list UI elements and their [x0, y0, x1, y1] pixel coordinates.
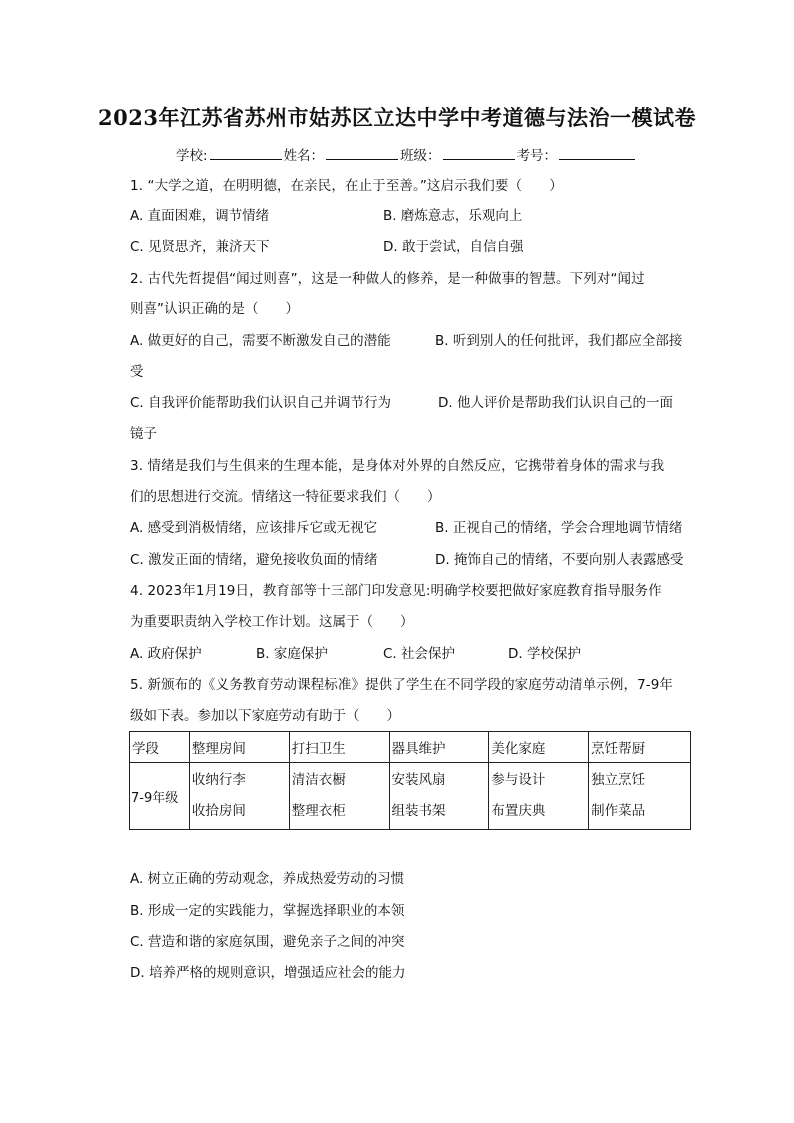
table-header-cell: 美化家庭: [489, 732, 589, 763]
table-cell-line: 安装风扇: [391, 772, 446, 788]
name-blank[interactable]: [326, 147, 398, 160]
table-cell-line: 清洁衣橱: [291, 772, 346, 788]
school-label: 学校:: [176, 148, 208, 164]
q3-option-b[interactable]: B. 正视自己的情绪，学会合理地调节情绪: [435, 520, 683, 536]
table-cell-line: 参与设计: [491, 772, 546, 788]
table-cell-line: 收拾房间: [191, 803, 246, 819]
question-5-stem-line-1: 5. 新颁布的《义务教育劳动课程标准》提供了学生在不同学段的家庭劳动清单示例，7-9年: [130, 677, 674, 693]
q3-option-a[interactable]: A. 感受到消极情绪，应该排斥它或无视它: [130, 520, 378, 536]
exam-no-label: 考号：: [516, 148, 558, 164]
q1-option-a[interactable]: A. 直面困难，调节情绪: [130, 208, 270, 224]
table-cell-line: 收纳行李: [191, 772, 246, 788]
q2-option-d[interactable]: D. 他人评价是帮助我们认识自己的一面: [438, 395, 673, 411]
question-4-stem-line-2: 为重要职责纳入学校工作计划。这属于（ ）: [130, 614, 414, 630]
table-cell-line: 制作菜品: [591, 803, 646, 819]
table-header-cell: 器具维护: [389, 732, 489, 763]
q4-option-b[interactable]: B. 家庭保护: [256, 646, 328, 662]
q3-option-d[interactable]: D. 掩饰自己的情绪，不要向别人表露感受: [435, 552, 684, 568]
question-2-stem-line-2: 则喜”认识正确的是（ ）: [130, 301, 299, 317]
table-header-row: [130, 732, 691, 763]
q4-option-c[interactable]: C. 社会保护: [383, 646, 456, 662]
table-cell: [189, 763, 289, 830]
table-header-cell: 打扫卫生: [289, 732, 389, 763]
table-cell-line: 组装书架: [391, 803, 446, 819]
q5-option-a[interactable]: A. 树立正确的劳动观念，养成热爱劳动的习惯: [130, 871, 405, 887]
q4-option-a[interactable]: A. 政府保护: [130, 646, 202, 662]
q1-option-c[interactable]: C. 见贤思齐，兼济天下: [130, 239, 270, 255]
class-label: 班级：: [400, 148, 441, 164]
exam-no-blank[interactable]: [559, 147, 635, 160]
class-blank[interactable]: [443, 147, 515, 160]
q5-option-c[interactable]: C. 营造和谐的家庭氛围，避免亲子之间的冲突: [130, 934, 405, 950]
school-blank[interactable]: [210, 147, 282, 160]
q2-option-b[interactable]: B. 听到别人的任何批评，我们都应全部接: [435, 333, 683, 349]
q2-option-c[interactable]: C. 自我评价能帮助我们认识自己并调节行为: [130, 395, 392, 411]
name-label: 姓名：: [283, 148, 325, 164]
q5-option-b[interactable]: B. 形成一定的实践能力，掌握选择职业的本领: [130, 903, 405, 919]
table-cell-line: 布置庆典: [491, 803, 546, 819]
q2-option-b-wrap: 受: [130, 364, 144, 380]
table-header-cell: 整理房间: [189, 732, 289, 763]
table-stage-cell: 7-9年级: [130, 763, 190, 830]
table-cell: [589, 763, 691, 830]
question-2-stem-line-1: 2. 古代先哲提倡“闻过则喜”，这是一种做人的修养，是一种做事的智慧。下列对“闻过: [130, 271, 645, 287]
labor-list-table: [129, 731, 691, 830]
table-cell: [289, 763, 389, 830]
table-row: [130, 763, 691, 830]
question-4-stem-line-1: 4. 2023年1月19日，教育部等十三部门印发意见:明确学校要把做好家庭教育指导服务作: [130, 583, 662, 599]
q1-option-b[interactable]: B. 磨炼意志，乐观向上: [383, 208, 523, 224]
table-cell: [389, 763, 489, 830]
question-3-stem-line-1: 3. 情绪是我们与生俱来的生理本能，是身体对外界的自然反应，它携带着身体的需求与我: [130, 458, 665, 474]
table-header-cell: 烹饪帮厨: [589, 732, 691, 763]
q4-option-d[interactable]: D. 学校保护: [508, 646, 581, 662]
q1-option-d[interactable]: D. 敢于尝试，自信自强: [383, 239, 524, 255]
q3-option-c[interactable]: C. 激发正面的情绪，避免接收负面的情绪: [130, 552, 378, 568]
table-cell-line: 整理衣柜: [291, 803, 346, 819]
table-cell: [489, 763, 589, 830]
student-info-line: [176, 144, 637, 164]
table-header-cell: 学段: [130, 732, 190, 763]
question-3-stem-line-2: 们的思想进行交流。情绪这一特征要求我们（ ）: [130, 489, 441, 505]
table-cell-line: 独立烹饪: [591, 772, 646, 788]
q2-option-a[interactable]: A. 做更好的自己，需要不断激发自己的潜能: [130, 333, 391, 349]
exam-title: 2023年江苏省苏州市姑苏区立达中学中考道德与法治一模试卷: [98, 105, 696, 130]
q5-option-d[interactable]: D. 培养严格的规则意识，增强适应社会的能力: [130, 965, 406, 981]
question-5-stem-line-2: 级如下表。参加以下家庭劳动有助于（ ）: [130, 708, 400, 724]
q2-option-d-wrap: 镜子: [130, 426, 157, 442]
question-1-stem: 1. “大学之道，在明明德，在亲民，在止于至善。”这启示我们要（ ）: [130, 178, 563, 194]
